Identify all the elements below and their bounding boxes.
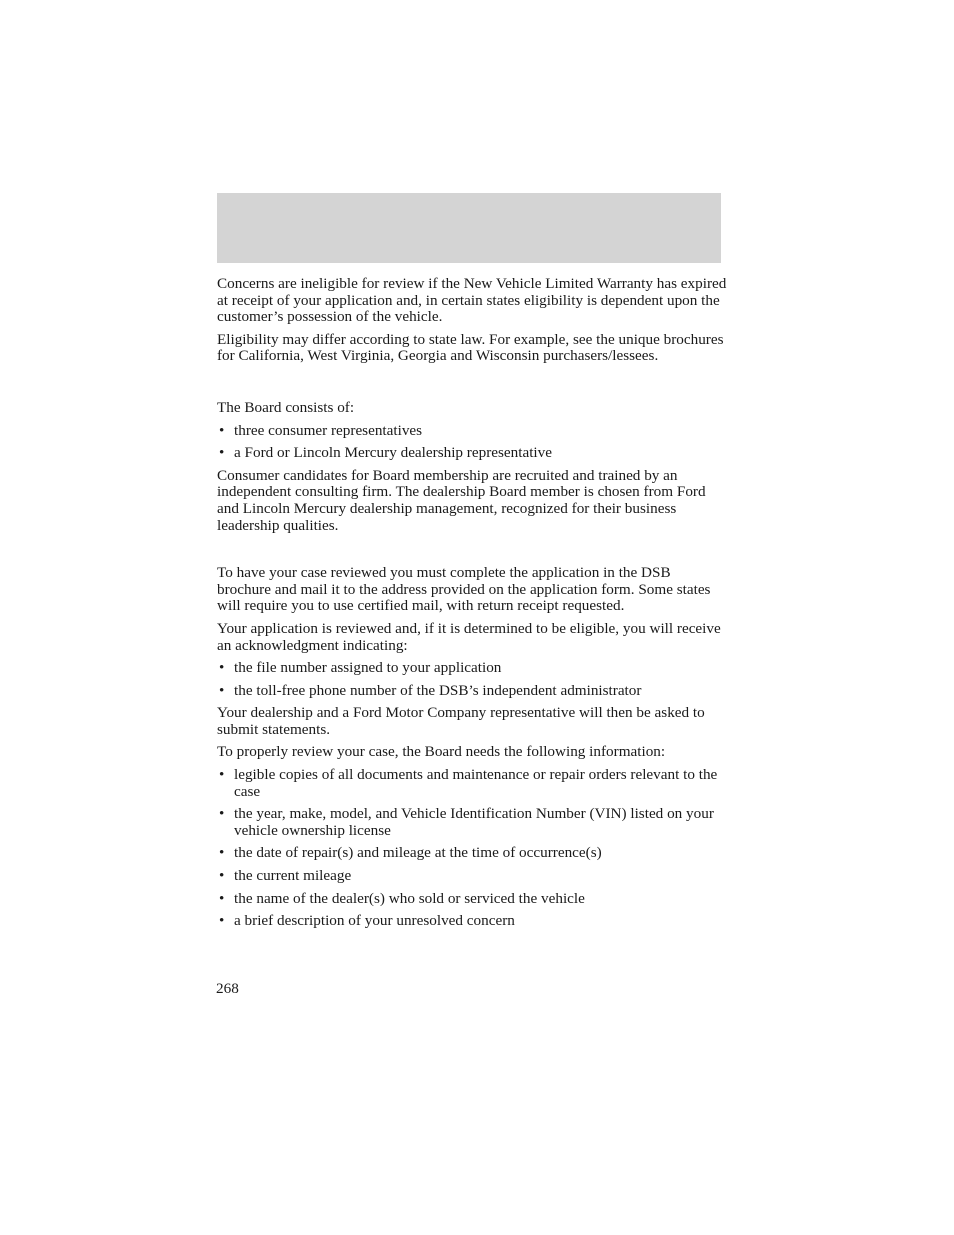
bullet-icon: • — [219, 805, 225, 823]
page-number: 268 — [216, 980, 239, 997]
bullet-icon: • — [219, 889, 225, 907]
list-item: • a brief description of your unresolved concern — [219, 912, 515, 930]
bullet-icon: • — [219, 844, 225, 862]
application-paragraph: To have your case reviewed you must complete the application in the DSB brochure and mail it to the address provided on the application form. Some states will require you to use certified mail, with return receipt requested. — [217, 564, 711, 615]
bullet-icon: • — [219, 867, 225, 885]
eligibility-paragraph: Concerns are ineligible for review if the New Vehicle Limited Warranty has expired at receipt of your application and, in certain states eligibility is dependent upon the customer’s possession of the vehicle. — [217, 275, 727, 326]
list-item: • the year, make, model, and Vehicle Identification Number (VIN) listed on your vehicle ownership license — [219, 805, 714, 839]
acknowledgment-paragraph: Your application is reviewed and, if it is determined to be eligible, you will receive an acknowledgment indicating: — [217, 619, 721, 654]
page-content — [217, 276, 727, 936]
list-item: • legible copies of all documents and maintenance or repair orders relevant to the case — [219, 766, 718, 800]
bullet-icon: • — [219, 421, 225, 439]
board-membership-paragraph: Consumer candidates for Board membership are recruited and trained by an independent consulting firm. The dealership Board member is chosen from Ford and Lincoln Mercury dealership management, recognized for their business leadership qualities. — [217, 466, 706, 534]
bullet-icon: • — [219, 912, 225, 930]
list-item: • the date of repair(s) and mileage at the time of occurrence(s) — [219, 844, 602, 862]
section-gap — [217, 371, 727, 400]
list-item: • the file number assigned to your application — [219, 659, 502, 677]
list-item: • the current mileage — [219, 867, 352, 885]
list-item: • the name of the dealer(s) who sold or serviced the vehicle — [219, 889, 585, 907]
bullet-icon: • — [219, 681, 225, 699]
board-intro: The Board consists of: — [217, 398, 355, 416]
section-gap — [217, 540, 727, 565]
bullet-icon: • — [219, 659, 225, 677]
state-law-paragraph: Eligibility may differ according to state law. For example, see the unique brochures for California, West Virginia, Georgia and Wisconsin purchasers/lessees. — [217, 330, 724, 365]
bullet-icon: • — [219, 444, 225, 462]
statements-paragraph: Your dealership and a Ford Motor Company representative will then be asked to submit statements. — [217, 704, 705, 738]
information-needed-paragraph: To properly review your case, the Board needs the following information: — [217, 743, 666, 761]
list-item: • three consumer representatives — [219, 421, 423, 439]
bullet-icon: • — [219, 766, 225, 784]
list-item: • the toll-free phone number of the DSB’s independent administrator — [219, 681, 642, 699]
section-header-band — [217, 193, 721, 263]
list-item: • a Ford or Lincoln Mercury dealership representative — [219, 444, 552, 462]
